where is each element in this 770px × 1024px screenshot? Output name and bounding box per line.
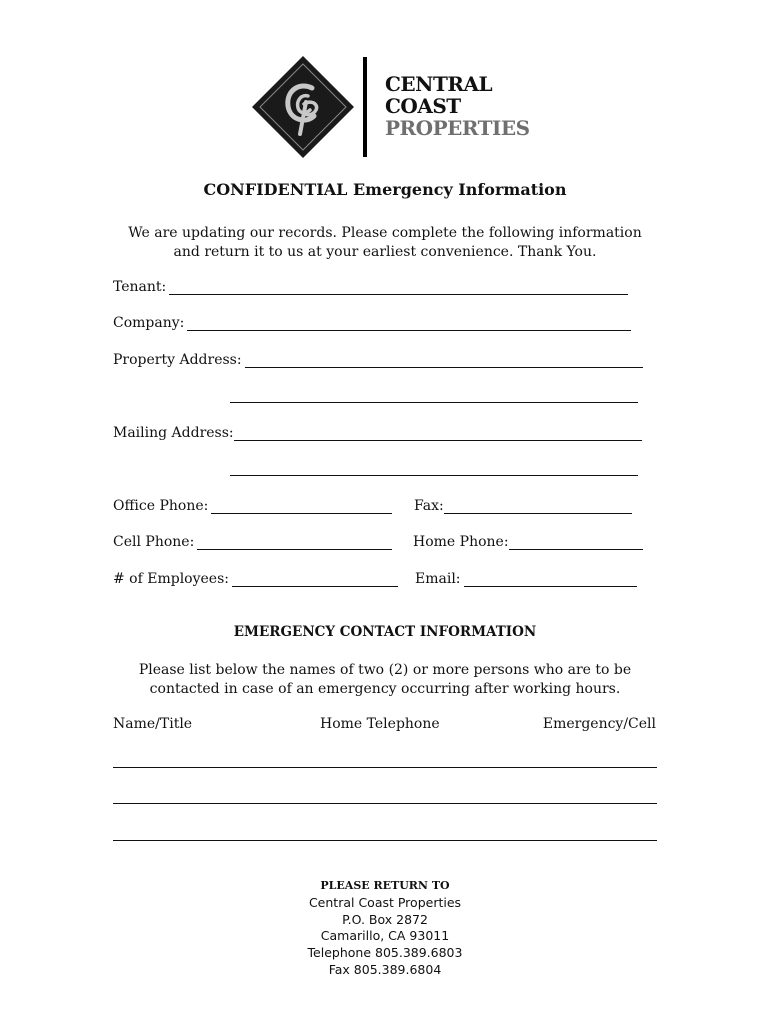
home-phone-field[interactable] bbox=[413, 534, 643, 550]
employees-field[interactable] bbox=[113, 571, 398, 587]
mailing-address-label: Mailing Address: bbox=[113, 425, 234, 441]
fax-field[interactable] bbox=[414, 498, 632, 514]
intro-line-1: We are updating our records. Please complete the following information bbox=[128, 225, 642, 241]
contact-line-3[interactable] bbox=[113, 840, 657, 841]
emergency-instructions bbox=[0, 661, 770, 698]
office-phone-input-line[interactable] bbox=[211, 500, 392, 514]
tenant-label: Tenant: bbox=[113, 279, 167, 295]
email-input-line[interactable] bbox=[464, 573, 637, 587]
company-input-line[interactable] bbox=[187, 317, 631, 331]
return-company: Central Coast Properties bbox=[308, 894, 462, 910]
company-field[interactable] bbox=[113, 315, 631, 331]
cell-phone-field[interactable] bbox=[113, 534, 392, 550]
employees-input-line[interactable] bbox=[232, 573, 398, 587]
property-address-input-line[interactable] bbox=[245, 354, 643, 368]
instructions-line-1: Please list below the names of two (2) or more persons who are to be bbox=[138, 662, 632, 678]
form-intro bbox=[0, 224, 770, 261]
column-name-title: Name/Title bbox=[113, 716, 193, 732]
form-title: CONFIDENTIAL Emergency Information bbox=[203, 180, 567, 199]
tenant-field[interactable] bbox=[113, 279, 628, 295]
office-phone-field[interactable] bbox=[113, 498, 392, 514]
mailing-address-field[interactable] bbox=[113, 425, 642, 441]
company-logo-mark bbox=[250, 54, 356, 160]
return-address-block bbox=[0, 878, 770, 979]
column-home-telephone: Home Telephone bbox=[320, 716, 440, 732]
property-address-line-2[interactable] bbox=[230, 402, 638, 403]
contact-line-1[interactable] bbox=[113, 767, 657, 768]
intro-line-2: and return it to us at your earliest convenience. Thank You. bbox=[173, 243, 597, 260]
mailing-address-input-line[interactable] bbox=[234, 427, 642, 441]
email-label: Email: bbox=[415, 571, 461, 587]
emergency-heading: EMERGENCY CONTACT INFORMATION bbox=[233, 624, 537, 640]
return-fax: Fax 805.389.6804 bbox=[328, 961, 442, 977]
property-address-field[interactable] bbox=[113, 352, 643, 368]
tenant-input-line[interactable] bbox=[169, 281, 628, 295]
column-emergency-cell: Emergency/Cell bbox=[542, 716, 656, 732]
fax-label: Fax: bbox=[414, 498, 444, 514]
logo-diamond-icon bbox=[250, 54, 356, 160]
return-po-box: P.O. Box 2872 bbox=[342, 911, 428, 927]
logo-line-coast: COAST bbox=[385, 94, 461, 118]
mailing-address-line-2[interactable] bbox=[230, 475, 638, 476]
return-telephone: Telephone 805.389.6803 bbox=[307, 945, 463, 961]
return-heading: PLEASE RETURN TO bbox=[320, 879, 450, 892]
fax-input-line[interactable] bbox=[444, 500, 632, 514]
cell-phone-label: Cell Phone: bbox=[113, 534, 195, 550]
company-label: Company: bbox=[113, 315, 185, 331]
home-phone-label: Home Phone: bbox=[413, 534, 509, 550]
company-logo-text bbox=[385, 73, 530, 139]
employees-label: # of Employees: bbox=[113, 571, 229, 587]
property-address-label: Property Address: bbox=[113, 352, 242, 368]
office-phone-label: Office Phone: bbox=[113, 498, 209, 514]
contact-line-2[interactable] bbox=[113, 803, 657, 804]
email-field[interactable] bbox=[415, 571, 637, 587]
logo-line-properties: PROPERTIES bbox=[385, 116, 530, 140]
logo-line-central: CENTRAL bbox=[385, 72, 493, 96]
cell-phone-input-line[interactable] bbox=[197, 536, 392, 550]
return-city: Camarillo, CA 93011 bbox=[320, 928, 450, 944]
logo-divider bbox=[363, 57, 367, 157]
home-phone-input-line[interactable] bbox=[509, 536, 643, 550]
instructions-line-2: contacted in case of an emergency occurring after working hours. bbox=[149, 680, 621, 697]
